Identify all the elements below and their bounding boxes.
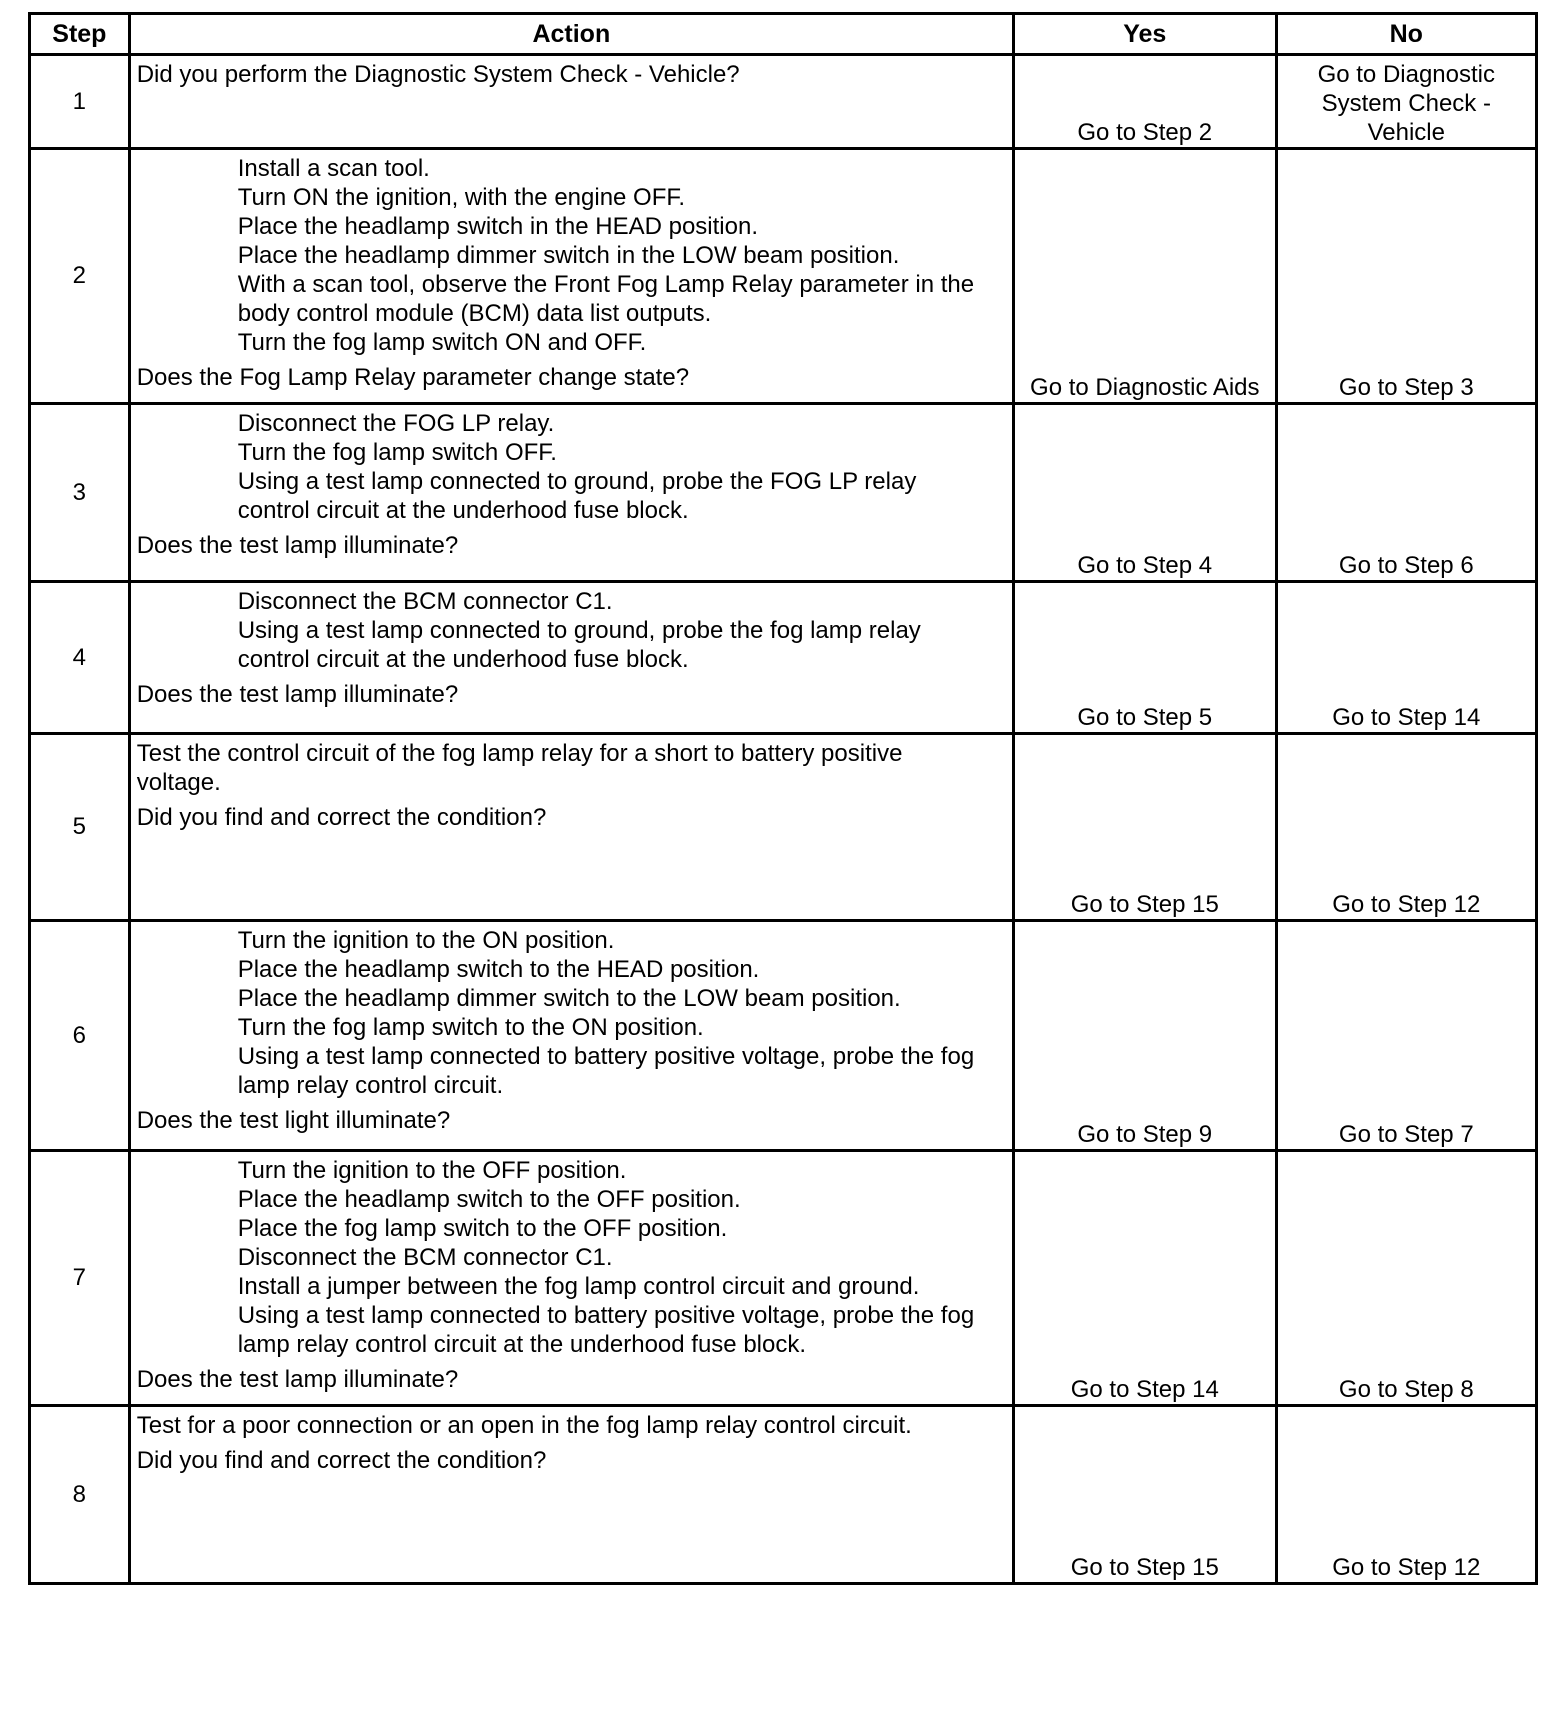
no-cell: Go to Step 7: [1276, 921, 1536, 1151]
no-cell: Go to Step 6: [1276, 404, 1536, 582]
no-cell: Go to Step 12: [1276, 734, 1536, 921]
step-number: 1: [30, 55, 130, 149]
action-line: Turn ON the ignition, with the engine OFF.: [237, 184, 686, 211]
action-line: control circuit at the underhood fuse block.: [237, 497, 689, 524]
table-row: [30, 921, 1537, 1151]
header-row: [30, 14, 1537, 55]
header-step: Step: [30, 14, 130, 55]
action-line: With a scan tool, observe the Front Fog Lamp Relay parameter in the: [237, 271, 975, 298]
action-line: voltage.: [136, 769, 221, 796]
action-cell: [129, 734, 1013, 921]
step-number: 7: [30, 1151, 130, 1406]
action-line: Using a test lamp connected to ground, probe the FOG LP relay: [237, 468, 917, 495]
action-question: Does the Fog Lamp Relay parameter change state?: [136, 364, 690, 391]
yes-cell: Go to Diagnostic Aids: [1013, 149, 1276, 404]
action-line: body control module (BCM) data list outputs.: [237, 300, 712, 327]
yes-cell: Go to Step 14: [1013, 1151, 1276, 1406]
action-line: Using a test lamp connected to battery positive voltage, probe the fog: [237, 1302, 975, 1329]
no-cell: Go to Step 12: [1276, 1406, 1536, 1584]
action-line: Place the headlamp switch to the OFF position.: [237, 1186, 741, 1213]
action-line: Turn the fog lamp switch OFF.: [237, 439, 557, 466]
table-row: [30, 582, 1537, 734]
no-cell: [1276, 55, 1536, 149]
table-row: [30, 1151, 1537, 1406]
action-line: Turn the fog lamp switch to the ON position.: [237, 1014, 704, 1041]
action-line: Install a jumper between the fog lamp control circuit and ground.: [237, 1273, 920, 1300]
action-line: Turn the ignition to the OFF position.: [237, 1157, 627, 1184]
action-line: Place the headlamp switch to the HEAD position.: [237, 956, 760, 983]
step-number: 3: [30, 404, 130, 582]
header-yes: Yes: [1013, 14, 1276, 55]
action-text: Did you perform the Diagnostic System Check - Vehicle?: [136, 61, 740, 88]
action-line: Disconnect the BCM connector C1.: [237, 588, 613, 615]
action-cell: [129, 1406, 1013, 1584]
action-line: Place the headlamp dimmer switch in the LOW beam position.: [237, 242, 900, 269]
action-line: Disconnect the FOG LP relay.: [237, 410, 555, 437]
no-line: System Check -: [1321, 90, 1491, 117]
no-line: Go to Diagnostic: [1317, 61, 1495, 88]
table-row: [30, 149, 1537, 404]
action-line: Using a test lamp connected to battery positive voltage, probe the fog: [237, 1043, 975, 1070]
yes-cell: Go to Step 15: [1013, 734, 1276, 921]
step-number: 6: [30, 921, 130, 1151]
header-action: Action: [129, 14, 1013, 55]
action-cell: [129, 1151, 1013, 1406]
yes-cell: Go to Step 2: [1013, 55, 1276, 149]
yes-cell: Go to Step 4: [1013, 404, 1276, 582]
action-line: lamp relay control circuit.: [237, 1072, 504, 1099]
action-question: Does the test lamp illuminate?: [136, 1366, 459, 1393]
action-cell: [129, 582, 1013, 734]
action-line: Using a test lamp connected to ground, probe the fog lamp relay: [237, 617, 921, 644]
action-line: Test the control circuit of the fog lamp relay for a short to battery positive: [136, 740, 903, 767]
action-cell: [129, 921, 1013, 1151]
action-line: Place the headlamp switch in the HEAD position.: [237, 213, 758, 240]
action-question: Does the test lamp illuminate?: [136, 532, 459, 559]
action-cell: [129, 149, 1013, 404]
diagnostic-table: [28, 12, 1538, 1585]
header-no: No: [1276, 14, 1536, 55]
action-cell: [129, 404, 1013, 582]
table-row: [30, 734, 1537, 921]
action-line: Place the fog lamp switch to the OFF position.: [237, 1215, 728, 1242]
action-cell: [129, 55, 1013, 149]
action-question: Did you find and correct the condition?: [136, 804, 547, 831]
yes-cell: Go to Step 9: [1013, 921, 1276, 1151]
step-number: 5: [30, 734, 130, 921]
action-line: Turn the ignition to the ON position.: [237, 927, 615, 954]
no-line: Vehicle: [1367, 119, 1445, 146]
step-number: 8: [30, 1406, 130, 1584]
no-cell: Go to Step 3: [1276, 149, 1536, 404]
table-row: [30, 55, 1537, 149]
action-question: Did you find and correct the condition?: [136, 1447, 547, 1474]
no-cell: Go to Step 8: [1276, 1151, 1536, 1406]
step-number: 4: [30, 582, 130, 734]
action-line: Install a scan tool.: [237, 155, 430, 182]
yes-cell: Go to Step 5: [1013, 582, 1276, 734]
table-row: [30, 404, 1537, 582]
action-line: Place the headlamp dimmer switch to the LOW beam position.: [237, 985, 901, 1012]
action-line: lamp relay control circuit at the underhood fuse block.: [237, 1331, 807, 1358]
yes-cell: Go to Step 15: [1013, 1406, 1276, 1584]
table-row: [30, 1406, 1537, 1584]
action-line: Disconnect the BCM connector C1.: [237, 1244, 613, 1271]
no-cell: Go to Step 14: [1276, 582, 1536, 734]
action-line: Test for a poor connection or an open in the fog lamp relay control circuit.: [136, 1412, 912, 1439]
step-number: 2: [30, 149, 130, 404]
action-line: control circuit at the underhood fuse block.: [237, 646, 689, 673]
action-question: Does the test light illuminate?: [136, 1107, 451, 1134]
action-line: Turn the fog lamp switch ON and OFF.: [237, 329, 647, 356]
action-question: Does the test lamp illuminate?: [136, 681, 459, 708]
